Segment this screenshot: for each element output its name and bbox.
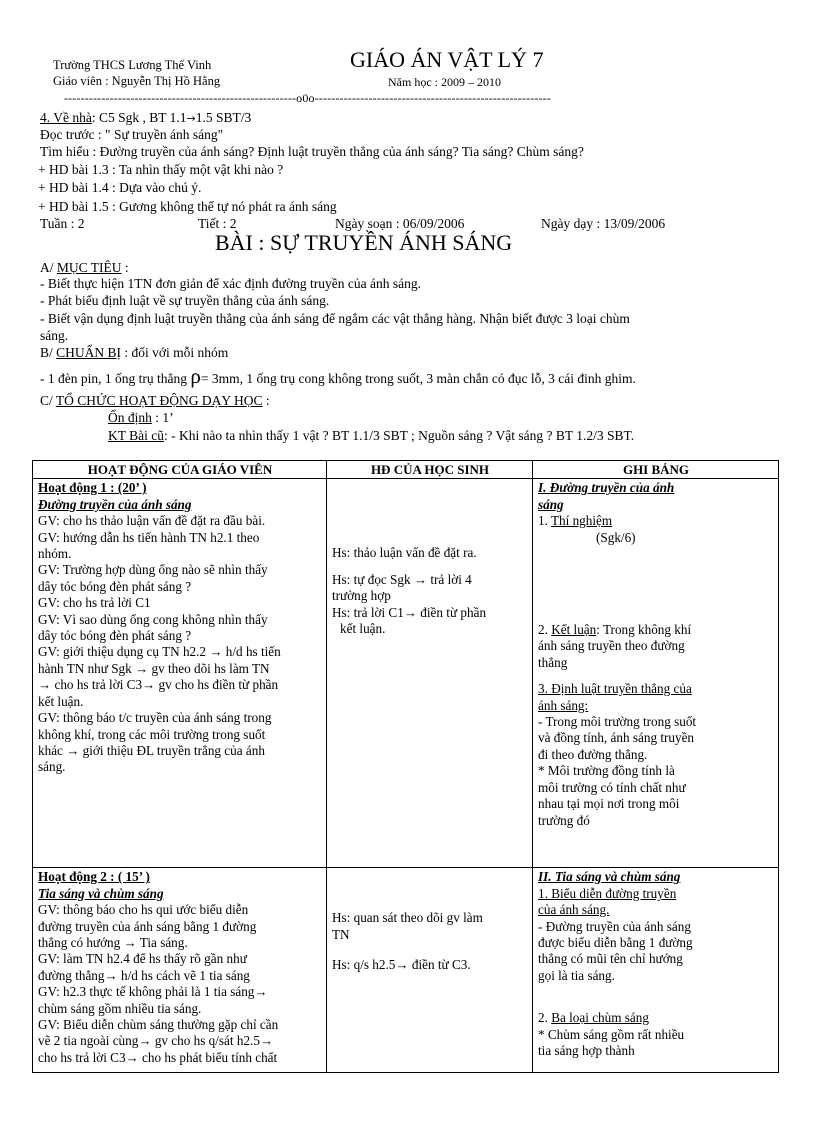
header-board-notes: GHI BẢNG — [533, 461, 779, 479]
table-row — [33, 868, 779, 1073]
rho-symbol: ρ — [190, 364, 201, 388]
objective-item: sáng. — [40, 328, 69, 343]
header-student-activity: HĐ CỦA HỌC SINH — [327, 461, 533, 479]
activity2-board-cell: II. Tia sáng và chùm sáng 1. Biểu diễn đường truyền của ánh sáng. - Đường truyền của ánh sáng được biểu diễn bằng 1 đường thẳng có mũi tên chỉ hướng gọi là tia sáng. 2. Ba loại chùm sáng * Chùm sáng gồm rất nhiều tia sáng hợp thành — [533, 868, 779, 1073]
lesson-title: BÀI : SỰ TRUYỀN ÁNH SÁNG — [215, 230, 513, 255]
activity1-subtitle: Đường truyền của ánh sáng — [38, 496, 192, 512]
table-row — [33, 479, 779, 868]
board-section-1: I. Đường truyền của ánh — [538, 480, 675, 496]
teach-date: Ngày dạy : 13/09/2006 — [541, 216, 666, 231]
objective-item: - Biết thực hiện 1TN đơn giản để xác định đường truyền của ánh sáng. — [40, 276, 421, 291]
header-divider: --------------------------------------------------------o0o--------------------------------------------------------- — [64, 91, 551, 105]
prep-date: Ngày soạn : 06/09/2006 — [335, 216, 465, 231]
teacher-name: Giáo viên : Nguyễn Thị Hồ Hằng — [53, 74, 221, 88]
document-title: GIÁO ÁN VẬT LÝ 7 — [350, 47, 544, 72]
arrow-right-icon: → — [186, 112, 196, 125]
equipment-list: - 1 đèn pin, 1 ống trụ thẳng ρ= 3mm, 1 ống trụ cong không trong suốt, 3 màn chắn có đục lỗ, 3 cái đinh ghim. — [40, 364, 636, 388]
week: Tuần : 2 — [40, 216, 85, 231]
lesson-plan-table — [32, 460, 779, 1073]
lesson-number: Tiết : 2 — [198, 216, 237, 231]
activity2-student-cell: Hs: quan sát theo dõi gv làm TN Hs: q/s h2.5→ điền từ C3. — [327, 868, 533, 1073]
homework-line-4: + HD bài 1.3 : Ta nhìn thấy một vật khi nào ? — [38, 162, 284, 177]
homework-line-6: + HD bài 1.5 : Gương không thể tự nó phát ra ánh sáng — [38, 199, 337, 214]
school-name: Trường THCS Lương Thế Vinh — [53, 58, 212, 72]
homework-label: 4. Về nhà — [40, 110, 92, 125]
homework-line-1: 4. Về nhà: C5 Sgk , BT 1.1→1.5 SBT/3 — [40, 110, 252, 125]
header-teacher-activity: HOẠT ĐỘNG CỦA GIÁO VIÊN — [33, 461, 327, 479]
activity1-title: Hoạt động 1 : (20’ ) — [38, 480, 147, 496]
board-section-2: II. Tia sáng và chùm sáng — [538, 869, 681, 885]
organization-heading: C/ TỔ CHỨC HOẠT ĐỘNG DẠY HỌC : — [40, 393, 270, 408]
objective-item: - Phát biểu định luật về sự truyền thẳng của ánh sáng. — [40, 293, 330, 308]
old-lesson-check: KT Bài cũ: - Khi nào ta nhìn thấy 1 vật ? BT 1.1/3 SBT ; Nguồn sáng ? Vật sáng ? BT 1.2/3 SBT. — [108, 428, 635, 443]
school-year: Năm học : 2009 – 2010 — [388, 75, 501, 89]
activity2-subtitle: Tia sáng và chùm sáng — [38, 885, 164, 901]
preparation-heading: B/ CHUẨN BỊ : đối với mỗi nhóm — [40, 345, 229, 360]
activity1-board-cell: I. Đường truyền của ánh sáng 1. Thí nghiệm (Sgk/6) 2. Kết luận: Trong không khí ánh sáng truyền theo đường thẳng 3. Định luật truyền thẳng của ánh sáng: - Trong môi trường trong suốt và đồng tính, ánh sáng truyền đi theo đường thẳng. * Môi trường đồng tính là môi trường có tính chất như nhau tại mọi nơi trong môi trường đó — [533, 479, 779, 868]
activity1-teacher-cell: Hoạt động 1 : (20’ ) Đường truyền của ánh sáng GV: cho hs thảo luận vấn đề đặt ra đầu bài. GV: hướng dẫn hs tiến hành TN h2.1 theo nhóm. GV: Trường hợp dùng ống nào sẽ nhìn thấy dây tóc bóng đèn phát sáng ? GV: cho hs trả lời C1 GV: Vì sao dùng ống cong không nhìn thấy dây tóc bóng đèn phát sáng ? GV: giới thiệu dụng cụ TN h2.2 → h/d hs tiến hành TN như Sgk → gv theo dõi hs làm TN → cho hs trả lời C3→ gv cho hs điền từ phần kết luận. GV: thông báo t/c truyền của ánh sáng trong không khí, trong các môi trường trong suốt khác → giới thiệu ĐL truyền trẳng của ánh sáng. — [33, 479, 327, 868]
stabilize-line: Ổn định : 1’ — [108, 410, 174, 425]
activity1-student-cell: Hs: thảo luận vấn đề đặt ra. Hs: tự đọc Sgk → trả lời 4 trường hợp Hs: trả lời C1→ điền từ phần kết luận. — [327, 479, 533, 868]
homework-line-3: Tìm hiểu : Đường truyền của ánh sáng? Định luật truyền thẳng của ánh sáng? Tia sáng? Chùm sáng? — [40, 144, 584, 159]
homework-line-2: Đọc trước : " Sự truyền ánh sáng" — [40, 127, 224, 142]
homework-line-5: + HD bài 1.4 : Dựa vào chú ý. — [38, 180, 202, 195]
activity2-title: Hoạt động 2 : ( 15’ ) — [38, 869, 150, 885]
activity2-teacher-cell: Hoạt động 2 : ( 15’ ) Tia sáng và chùm sáng GV: thông báo cho hs qui ước biểu diễn đường truyền của ánh sáng bằng 1 đường thẳng có hướng → Tia sáng. GV: làm TN h2.4 để hs thấy rõ gần như đường thẳng→ h/d hs cách vẽ 1 tia sáng GV: h2.3 thực tế không phải là 1 tia sáng→ chùm sáng gồm nhiều tia sáng. GV: Biểu diễn chùm sáng thường gặp chỉ cần vẽ 2 tia ngoài cùng→ gv cho hs q/sát h2.5→ cho hs trả lời C3→ cho hs phát biểu tính chất — [33, 868, 327, 1073]
table-header-row — [33, 461, 779, 479]
objectives-heading: A/ MỤC TIÊU : — [40, 260, 129, 275]
objective-item: - Biết vận dụng định luật truyền thẳng của ánh sáng để ngắm các vật thẳng hàng. Nhận biết được 3 loại chùm — [40, 311, 630, 326]
